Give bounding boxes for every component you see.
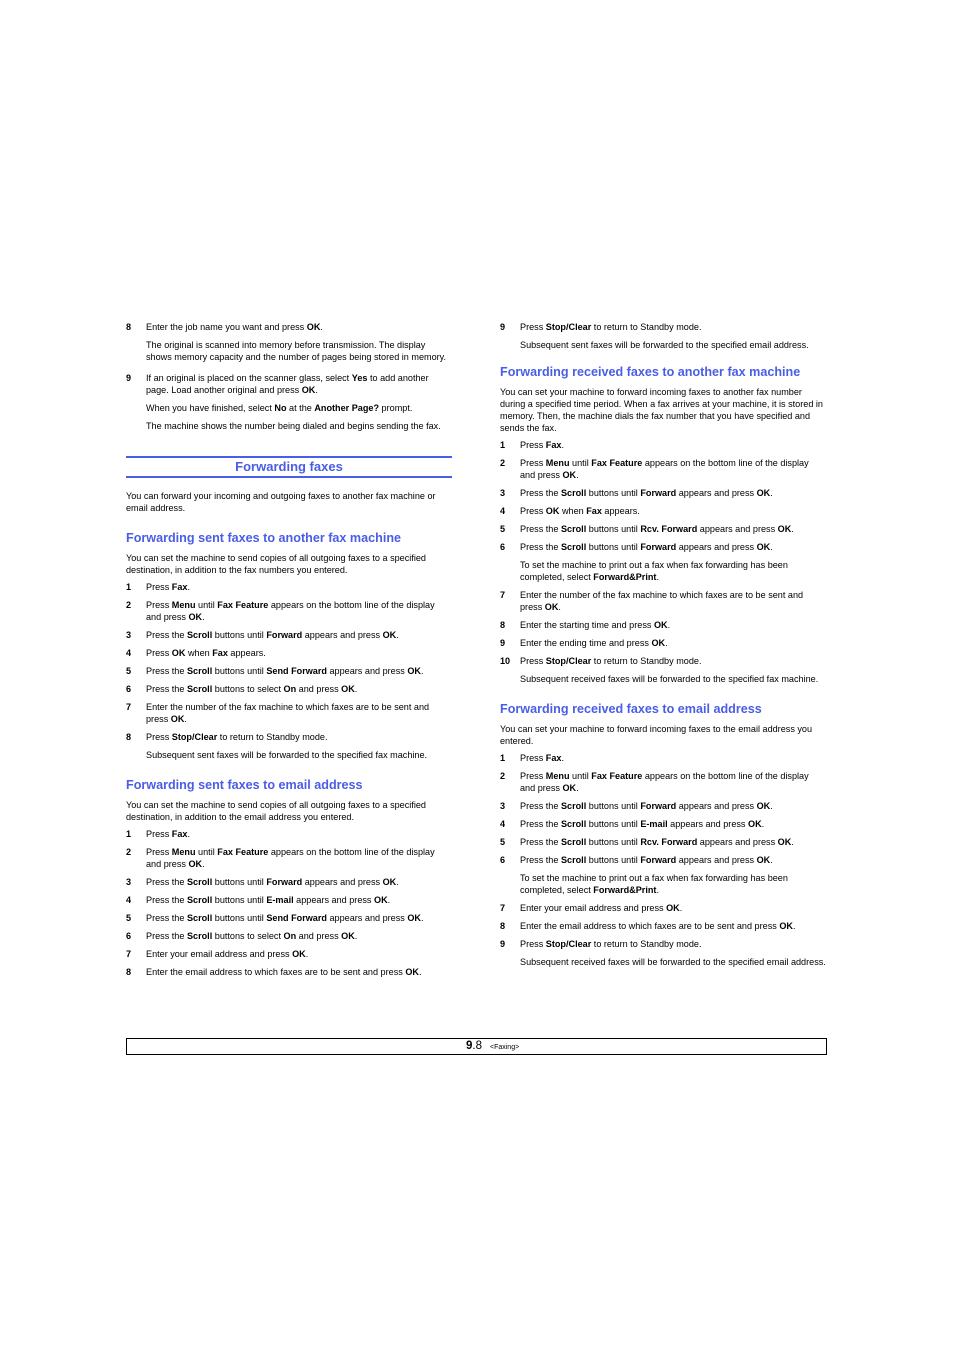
recv-fax-step-6-note: To set the machine to print out a fax when fax forwarding has been completed, select Forward&Print. (520, 560, 788, 582)
step-number: 8 (126, 322, 132, 332)
sent-to-fax-intro: You can set the machine to send copies of all outgoing faxes to a specified destination, in addition to the fax numbers you entered. (126, 553, 426, 575)
step-number: 9 (126, 373, 132, 383)
recv-email-step-9: 9 Press Stop/Clear to return to Standby mode. (500, 939, 702, 949)
recv-fax-step-7: 7 Enter the number of the fax machine to which faxes are to be sent and press OK. (500, 590, 804, 612)
sent-fax-step-1: 1 Press Fax. (126, 582, 190, 592)
sent-fax-step-5: 5 Press the Scroll buttons until Send Forward appears and press OK. (126, 666, 424, 676)
subheading-received-to-email: Forwarding received faxes to email address (500, 702, 762, 716)
subheading-received-to-fax: Forwarding received faxes to another fax machine (500, 365, 801, 379)
sent-fax-step-8: 8 Press Stop/Clear to return to Standby mode. (126, 732, 328, 742)
sent-email-step-1: 1 Press Fax. (126, 829, 190, 839)
recv-email-step-6: 6 Press the Scroll buttons until Forward appears and press OK. (500, 855, 773, 865)
recv-fax-step-3: 3 Press the Scroll buttons until Forward appears and press OK. (500, 488, 773, 498)
sent-email-step-4: 4 Press the Scroll buttons until E-mail appears and press OK. (126, 895, 391, 905)
subheading-sent-to-email: Forwarding sent faxes to email address (126, 778, 363, 792)
sent-email-step-6: 6 Press the Scroll buttons to select On and press OK. (126, 931, 358, 941)
recv-fax-note: Subsequent received faxes will be forwarded to the specified fax machine. (520, 674, 819, 684)
recv-email-step-4: 4 Press the Scroll buttons until E-mail appears and press OK. (500, 819, 765, 829)
sent-email-step-3: 3 Press the Scroll buttons until Forward appears and press OK. (126, 877, 399, 887)
subheading-sent-to-fax: Forwarding sent faxes to another fax machine (126, 531, 402, 545)
recv-email-step-8: 8 Enter the email address to which faxes are to be sent and press OK. (500, 921, 796, 931)
recv-email-step-6-note: To set the machine to print out a fax when fax forwarding has been completed, select Forward&Print. (520, 873, 788, 895)
sent-fax-note: Subsequent sent faxes will be forwarded to the specified fax machine. (146, 750, 428, 760)
step-9-note-dialing: The machine shows the number being dialed and begins sending the fax. (146, 421, 441, 431)
recv-email-step-1: 1 Press Fax. (500, 753, 564, 763)
sent-email-step-8: 8 Enter the email address to which faxes are to be sent and press OK. (126, 967, 422, 977)
step-8-note: The original is scanned into memory before transmission. The display shows memory capacity and the number of pages being stored in memory. (146, 340, 447, 362)
forwarding-intro: You can forward your incoming and outgoing faxes to another fax machine or email address. (126, 491, 436, 513)
recv-fax-step-2: 2 Press Menu until Fax Feature appears on the bottom line of the display and press OK. (500, 458, 809, 480)
recv-email-step-5: 5 Press the Scroll buttons until Rcv. Forward appears and press OK. (500, 837, 794, 847)
sent-fax-step-7: 7 Enter the number of the fax machine to which faxes are to be sent and press OK. (126, 702, 430, 724)
recv-fax-step-1: 1 Press Fax. (500, 440, 564, 450)
step-9-stop-clear: 9 Press Stop/Clear to return to Standby mode. (500, 322, 702, 332)
page-footer (126, 1038, 827, 1055)
recv-email-step-2: 2 Press Menu until Fax Feature appears on the bottom line of the display and press OK. (500, 771, 809, 793)
left-column (126, 321, 452, 984)
section-heading-forwarding-faxes: Forwarding faxes (126, 456, 452, 478)
sent-fax-step-6: 6 Press the Scroll buttons to select On and press OK. (126, 684, 358, 694)
right-column (500, 321, 826, 974)
recv-email-note: Subsequent received faxes will be forwarded to the specified email address. (520, 957, 826, 967)
sent-email-step-7: 7 Enter your email address and press OK. (126, 949, 309, 959)
recv-fax-step-5: 5 Press the Scroll buttons until Rcv. Forward appears and press OK. (500, 524, 794, 534)
recv-fax-step-4: 4 Press OK when Fax appears. (500, 506, 640, 516)
sent-email-step-2: 2 Press Menu until Fax Feature appears on the bottom line of the display and press OK. (126, 847, 435, 869)
recv-fax-step-10: 10 Press Stop/Clear to return to Standby mode. (500, 656, 702, 666)
recv-fax-step-6: 6 Press the Scroll buttons until Forward appears and press OK. (500, 542, 773, 552)
recv-fax-step-8: 8 Enter the starting time and press OK. (500, 620, 671, 630)
sent-fax-step-4: 4 Press OK when Fax appears. (126, 648, 266, 658)
step-9-another-page: 9 If an original is placed on the scanner glass, select Yes to add another page. Load another original and press OK. (126, 373, 429, 395)
received-to-fax-intro: You can set your machine to forward incoming faxes to another fax number during a specified time period. When a fax arrives at your machine, it is stored in memory. Then, the machine dials the fax number that you have specified and sends the fax. (500, 387, 823, 433)
sent-email-step-5: 5 Press the Scroll buttons until Send Forward appears and press OK. (126, 913, 424, 923)
step-8-enter-job-name: 8 Enter the job name you want and press OK. (126, 322, 323, 332)
recv-fax-step-9: 9 Enter the ending time and press OK. (500, 638, 668, 648)
recv-email-step-3: 3 Press the Scroll buttons until Forward appears and press OK. (500, 801, 773, 811)
sent-fax-step-2: 2 Press Menu until Fax Feature appears on the bottom line of the display and press OK. (126, 600, 435, 622)
recv-email-step-7: 7 Enter your email address and press OK. (500, 903, 683, 913)
step-9-note-email: Subsequent sent faxes will be forwarded to the specified email address. (520, 340, 809, 350)
received-to-email-intro: You can set your machine to forward incoming faxes to the email address you entered. (500, 724, 813, 746)
sent-fax-step-3: 3 Press the Scroll buttons until Forward appears and press OK. (126, 630, 399, 640)
step-9-note-finished: When you have finished, select No at the Another Page? prompt. (146, 403, 413, 413)
page-number: 9.8 (466, 1040, 482, 1052)
sent-to-email-intro: You can set the machine to send copies of all outgoing faxes to a specified destination, in addition to the email address you entered. (126, 800, 426, 822)
footer-section-label: <Faxing> (490, 1044, 520, 1051)
